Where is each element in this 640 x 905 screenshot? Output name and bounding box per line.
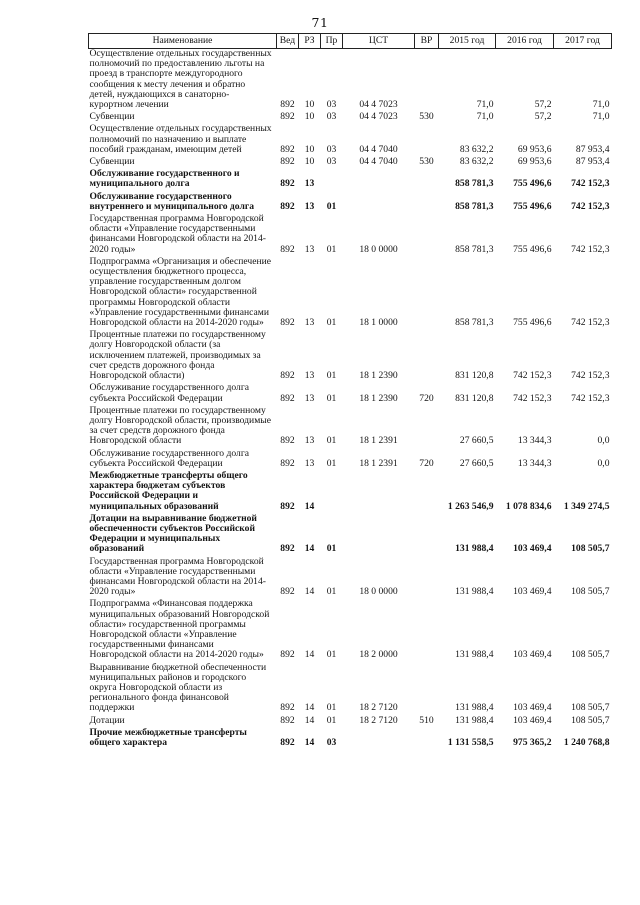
header-cst: ЦСТ [343, 34, 415, 49]
table-row [89, 49, 612, 113]
cell-cst: 04 4 7040 [359, 143, 398, 155]
cell-cst [343, 514, 415, 557]
cell-2017: 0,0 [597, 457, 610, 469]
cell-pr: 01 [326, 649, 337, 661]
cell-name: Выравнивание бюджетной обеспеченности муниципальных районов и городского округа Новгородской области из регионального фонда финансовой поддержки [89, 661, 267, 714]
cell-2016: 57,2 [534, 111, 552, 123]
header-2017: 2017 год [554, 34, 612, 49]
cell-2017: 742 152,3 [571, 200, 610, 212]
cell-rz: 14 [304, 500, 315, 512]
cell-ved: 892 [280, 156, 295, 168]
cell-2017: 0,0 [597, 435, 610, 447]
cell-2015: 131 988,4 [455, 714, 494, 726]
cell-2016: 103 469,4 [513, 702, 552, 714]
table-row [89, 330, 612, 383]
cell-2017: 71,0 [592, 99, 610, 111]
cell-vr: 720 [419, 392, 434, 404]
cell-ved: 892 [280, 99, 295, 111]
cell-2016: 103 469,4 [513, 649, 552, 661]
cell-name: Обслуживание государственного внутреннего и муниципального долга [89, 190, 254, 212]
cell-2015: 131 988,4 [455, 702, 494, 714]
cell-cst: 18 1 0000 [359, 317, 398, 329]
cell-name: Подпрограмма «Организация и обеспечение осуществления бюджетного процесса, управление государственным долгом Новгородской области» государственной программы Новгородской области «Управление государственными финансами Новгородской области на 2014-2020 годы» [89, 255, 271, 329]
cell-2015: 858 781,3 [455, 243, 494, 255]
cell-cst: 18 1 2390 [359, 370, 398, 382]
cell-pr: 01 [326, 702, 337, 714]
cell-vr [415, 557, 439, 600]
cell-2016: 103 469,4 [513, 586, 552, 598]
cell-2017: 742 152,3 [571, 317, 610, 329]
cell-2017: 742 152,3 [571, 243, 610, 255]
cell-pr: 01 [326, 586, 337, 598]
cell-pr: 01 [326, 543, 337, 555]
page-number: 71 [311, 15, 329, 30]
header-rz: РЗ [299, 34, 321, 49]
cell-vr [415, 169, 439, 191]
cell-ved: 892 [280, 737, 295, 748]
budget-table [88, 33, 612, 750]
cell-ved: 892 [280, 200, 295, 212]
header-pr: Пр [321, 34, 343, 49]
cell-ved: 892 [280, 457, 295, 469]
cell-ved: 892 [280, 435, 295, 447]
cell-rz: 13 [304, 370, 315, 382]
cell-rz: 14 [304, 649, 315, 661]
cell-vr [415, 330, 439, 383]
cell-2015: 71,0 [476, 99, 494, 111]
cell-2016: 755 496,6 [513, 243, 552, 255]
cell-vr: 530 [419, 156, 434, 168]
cell-name: Осуществление отдельных государственных полномочий по предоставлению льготы на проезд в транспорте междугородного сообщения к месту лечения и обратно детей, нуждающихся в санаторно-курортном лечении [89, 48, 272, 111]
cell-ved: 892 [280, 543, 295, 555]
cell-cst: 18 1 2391 [359, 457, 398, 469]
cell-pr: 01 [326, 243, 337, 255]
table-row [89, 214, 612, 257]
cell-ved: 892 [280, 243, 295, 255]
cell-name: Государственная программа Новгородской области «Управление государственными финансами Новгородской области на 2014-2020 годы» [89, 213, 266, 255]
cell-2015: 27 660,5 [459, 457, 494, 469]
cell-2016: 103 469,4 [513, 543, 552, 555]
cell-name: Межбюджетные трансферты общего характера бюджетам субъектов Российской Федерации и муниципальных образований [89, 469, 248, 512]
cell-ved: 892 [280, 702, 295, 714]
cell-2015: 131 988,4 [455, 586, 494, 598]
cell-ved: 892 [280, 370, 295, 382]
cell-cst: 18 0 0000 [359, 586, 398, 598]
cell-2016: 742 152,3 [513, 370, 552, 382]
table-row [89, 406, 612, 449]
cell-vr [415, 728, 439, 750]
cell-2016: 13 344,3 [517, 435, 552, 447]
cell-vr: 720 [419, 457, 434, 469]
cell-name: Обслуживание государственного и муниципального долга [89, 168, 240, 190]
cell-ved: 892 [280, 178, 295, 190]
cell-pr [321, 471, 343, 514]
cell-vr [415, 471, 439, 514]
cell-ved: 892 [280, 649, 295, 661]
cell-2017: 742 152,3 [571, 392, 610, 404]
table-row [89, 716, 612, 728]
cell-rz: 14 [304, 586, 315, 598]
cell-rz: 10 [304, 99, 315, 111]
cell-2016: 742 152,3 [513, 392, 552, 404]
cell-2017: 742 152,3 [571, 178, 610, 190]
cell-2017: 108 505,7 [571, 649, 610, 661]
table-row [89, 663, 612, 716]
cell-name: Процентные платежи по государственному долгу Новгородской области, производимые за счет средств дорожного фонда Новгородской области [89, 404, 271, 447]
cell-name: Подпрограмма «Финансовая поддержка муниципальных образований Новгородской области» государственной программы Новгородской области «Управление государственными финансами Новгородской области на 2014-2020 годы» [89, 598, 270, 661]
cell-rz: 13 [304, 317, 315, 329]
cell-2015: 83 632,2 [459, 143, 494, 155]
header-ved: Вед [277, 34, 299, 49]
cell-2015: 858 781,3 [455, 178, 494, 190]
cell-cst [343, 169, 415, 191]
table-body [89, 49, 612, 751]
cell-pr: 01 [326, 457, 337, 469]
cell-cst [343, 728, 415, 750]
table-row [89, 449, 612, 471]
cell-ved: 892 [280, 317, 295, 329]
cell-2016: 69 953,6 [517, 143, 552, 155]
cell-rz: 13 [304, 200, 315, 212]
cell-cst: 18 2 7120 [359, 702, 398, 714]
cell-rz: 14 [304, 543, 315, 555]
cell-name: Государственная программа Новгородской области «Управление государственными финансами Новгородской области на 2014-2020 годы» [89, 555, 266, 598]
cell-pr: 01 [326, 370, 337, 382]
cell-2016: 1 078 834,6 [505, 500, 552, 512]
header-2015: 2015 год [439, 34, 496, 49]
cell-cst [343, 192, 415, 214]
cell-rz: 13 [304, 457, 315, 469]
cell-pr: 03 [326, 156, 337, 168]
cell-rz: 14 [304, 714, 315, 726]
cell-ved: 892 [280, 111, 295, 123]
cell-2017: 71,0 [592, 111, 610, 123]
cell-rz: 14 [304, 737, 315, 748]
cell-vr: 510 [419, 714, 434, 726]
cell-pr: 01 [326, 435, 337, 447]
cell-2017: 742 152,3 [571, 370, 610, 382]
cell-2015: 858 781,3 [455, 200, 494, 212]
table-row [89, 192, 612, 214]
table-row [89, 514, 612, 557]
cell-2017: 108 505,7 [571, 702, 610, 714]
cell-2016: 57,2 [534, 99, 552, 111]
table-row [89, 599, 612, 662]
table-row [89, 257, 612, 330]
cell-pr: 01 [326, 714, 337, 726]
cell-2015: 27 660,5 [459, 435, 494, 447]
cell-name: Субвенции [89, 156, 135, 168]
cell-ved: 892 [280, 586, 295, 598]
cell-2016: 755 496,6 [513, 317, 552, 329]
table-row [89, 728, 612, 750]
cell-vr [415, 49, 439, 113]
cell-2017: 108 505,7 [571, 543, 610, 555]
cell-2017: 1 240 768,8 [563, 737, 610, 748]
table-header-row [89, 34, 612, 49]
cell-vr [415, 214, 439, 257]
cell-cst [343, 471, 415, 514]
cell-pr: 01 [326, 317, 337, 329]
cell-2015: 131 988,4 [455, 543, 494, 555]
cell-cst: 04 4 7023 [359, 111, 398, 123]
table-row [89, 124, 612, 157]
cell-pr [321, 169, 343, 191]
cell-name: Осуществление отдельных государственных полномочий по назначению и выплате пособий гражданам, имеющим детей [89, 123, 272, 155]
cell-pr: 03 [326, 111, 337, 123]
cell-rz: 10 [304, 111, 315, 123]
cell-name: Дотации [89, 714, 125, 726]
cell-2017: 1 349 274,5 [563, 500, 610, 512]
cell-pr: 01 [326, 392, 337, 404]
cell-name: Обслуживание государственного долга субъекта Российской Федерации [89, 382, 250, 404]
cell-vr [415, 257, 439, 330]
cell-2017: 108 505,7 [571, 586, 610, 598]
cell-name: Дотации на выравнивание бюджетной обеспеченности субъектов Российской Федерации и муниципальных образований [89, 512, 257, 555]
cell-2016: 755 496,6 [513, 200, 552, 212]
cell-name: Прочие межбюджетные трансферты общего характера [89, 726, 247, 748]
cell-vr [415, 124, 439, 157]
cell-pr: 03 [326, 737, 337, 748]
cell-rz: 10 [304, 143, 315, 155]
cell-2015: 131 988,4 [455, 649, 494, 661]
table-row [89, 557, 612, 600]
cell-rz: 13 [304, 243, 315, 255]
cell-2016: 975 365,2 [513, 737, 552, 748]
cell-pr: 03 [326, 99, 337, 111]
table-row [89, 383, 612, 405]
cell-ved: 892 [280, 143, 295, 155]
cell-name: Процентные платежи по государственному долгу Новгородской области (за исключением платежей, производимых за счет средств дорожного фонда Новгородской области) [89, 329, 266, 382]
cell-vr [415, 514, 439, 557]
cell-name: Субвенции [89, 111, 135, 123]
cell-vr [415, 192, 439, 214]
cell-2015: 71,0 [476, 111, 494, 123]
cell-2016: 103 469,4 [513, 714, 552, 726]
cell-rz: 13 [304, 435, 315, 447]
cell-2017: 87 953,4 [575, 156, 610, 168]
cell-ved: 892 [280, 714, 295, 726]
table-row [89, 471, 612, 514]
cell-rz: 10 [304, 156, 315, 168]
cell-cst: 18 1 2390 [359, 392, 398, 404]
cell-2015: 831 120,8 [455, 392, 494, 404]
cell-vr [415, 406, 439, 449]
cell-cst: 18 1 2391 [359, 435, 398, 447]
cell-cst: 04 4 7023 [359, 99, 398, 111]
cell-ved: 892 [280, 500, 295, 512]
cell-cst: 04 4 7040 [359, 156, 398, 168]
cell-pr: 03 [326, 143, 337, 155]
header-2016: 2016 год [496, 34, 554, 49]
cell-cst: 18 0 0000 [359, 243, 398, 255]
cell-2015: 1 131 558,5 [447, 737, 494, 748]
cell-vr: 530 [419, 111, 434, 123]
cell-2015: 83 632,2 [459, 156, 494, 168]
cell-vr [415, 663, 439, 716]
header-name: Наименование [89, 34, 277, 49]
cell-rz: 14 [304, 702, 315, 714]
cell-2017: 108 505,7 [571, 714, 610, 726]
cell-ved: 892 [280, 392, 295, 404]
cell-2015: 1 263 546,9 [447, 500, 494, 512]
cell-pr: 01 [326, 200, 337, 212]
cell-2017: 87 953,4 [575, 143, 610, 155]
cell-2016: 755 496,6 [513, 178, 552, 190]
header-vr: ВР [415, 34, 439, 49]
table-row [89, 169, 612, 191]
cell-2016: 69 953,6 [517, 156, 552, 168]
cell-2015: 831 120,8 [455, 370, 494, 382]
cell-2015: 858 781,3 [455, 317, 494, 329]
cell-rz: 13 [304, 392, 315, 404]
cell-cst: 18 2 7120 [359, 714, 398, 726]
cell-2016: 13 344,3 [517, 457, 552, 469]
cell-rz: 13 [304, 178, 315, 190]
cell-vr [415, 599, 439, 662]
cell-cst: 18 2 0000 [359, 649, 398, 661]
cell-name: Обслуживание государственного долга субъекта Российской Федерации [89, 447, 250, 469]
